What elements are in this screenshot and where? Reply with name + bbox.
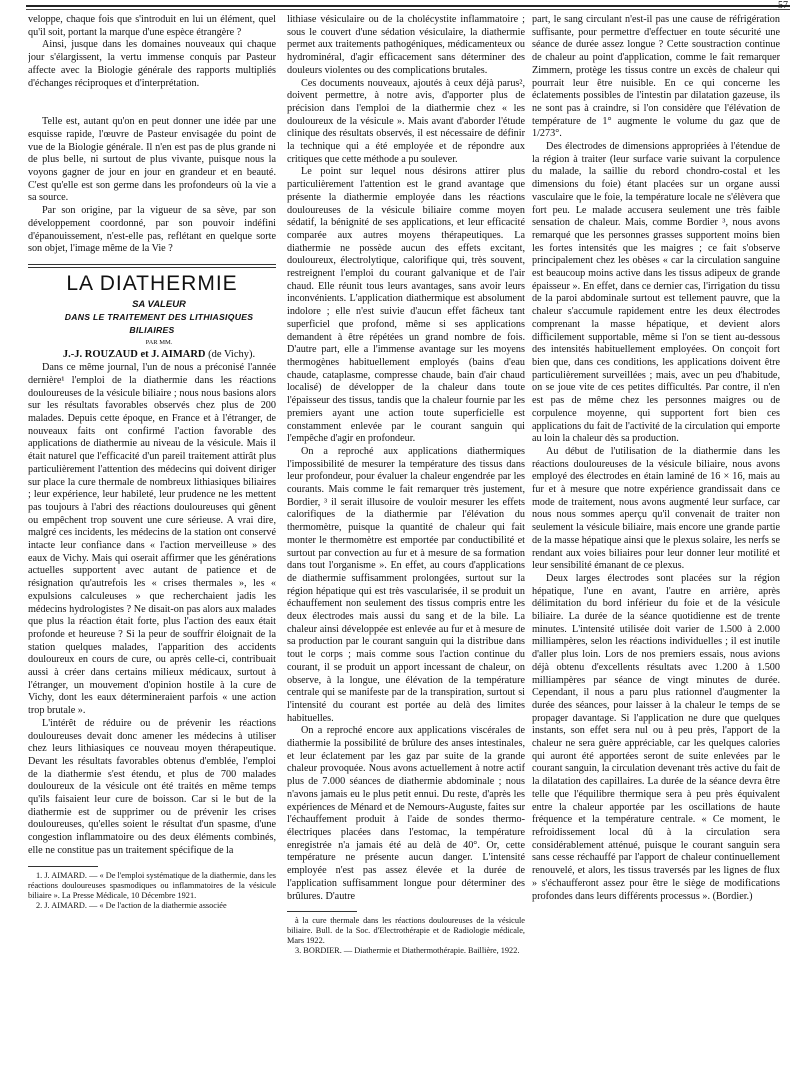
paragraph: Au début de l'utilisation de la diathermie dans les réactions douloureuses de la vésicule biliaire, nous avons employé des électrodes en étain laminé de 16 × 16, mais au fur et à mesure que notre expérience grandissait dans ce mode de traitement, nous avons augmenté leur surface, car nous nous sommes aperçu qu'il convenait de traiter non seulement la vésicule biliaire, mais encore une grande partie de la masse hépatique ainsi que le plexus solaire, les nerfs se rendant aux voies biliaires pour leur donner leur motilité et leur sensibilité émanant de ce plexus. — [532, 445, 780, 572]
footnotes — [28, 871, 276, 911]
byline-par: PAR MM. — [145, 338, 173, 346]
footnote-rule — [287, 911, 357, 912]
footnote-rule — [28, 866, 98, 867]
paragraph: Telle est, autant qu'on en peut donner une idée par une esquisse rapide, l'œuvre de Pasteur envisagée du point de vue de la Biologie générale. Il n'en est pas de plus grande ni de plus belle, ni surtout de plus vivante, puisque nous la voyons gagner de jour en jour en grandeur et en beauté. C'est qu'elle est son germe dans les profondeurs où la vie a sa source. — [28, 116, 276, 204]
footnote: à la cure thermale dans les réactions douloureuses de la vésicule biliaire. Bull. de la Soc. d'Electrothérapie et de Radiologie médicale, Mars 1922. — [287, 916, 525, 946]
paragraph: lithiase vésiculaire ou de la cholécystite inflammatoire ; sous le couvert d'une sédation vésiculaire, la diathermie permet aux traitements pathogéniques, médicamenteux ou hydrominéral, d'agir efficacement sans déterminer des douleurs violentes ou des complications brutales. — [287, 14, 525, 76]
paragraph: Par son origine, par la vigueur de sa sève, par son développement coordonné, par son pouvoir indéfini d'épanouissement, n'est-elle pas, reflétant en quelque sorte son objet, l'image même de la Vie ? — [28, 205, 276, 255]
author-names: J.-J. ROUZAUD et J. AIMARD — [62, 349, 206, 361]
paragraph: Des électrodes de dimensions appropriées à l'étendue de la région à traiter (leur surface varie suivant la corpulence du malade, la saillie du rebord chondro-costal et les dimensions du foie) étant placées sur un organe aussi vasculaire que le foie, la température locale ne s'élèvera que fort peu. Le malade accusera seulement une très faible sensation de chaleur. Mais, comme Bordier ³, nous avons remarqué que les personnes grasses supportent moins bien les fortes intensités que les maigres ; ce fait s'observe principalement chez les obèses « car la circulation sanguine est beaucoup moins active dans les tissus adipeux de grande épaisseur ». En effet, dans ce dernier cas, l'irrigation du tissu de la paroi abdominale surtout est tellement pauvre, que la chaleur s'accumule rapidement entre les deux électrodes comprenant la masse hépatique, et devient alors difficilement supportable, même si l'on se tient au-dessous des intensités habituellement employées. On conçoit fort bien que, dans ces conditions, les applications doivent être particulièrement surveillées ; mais, avec un peu d'habitude, on se joue vite de ces petites difficultés. Par contre, il n'en est pas de même chez les personnes maigres ou de corpulence moyenne, qui supportent fort bien ces applications du fait de l'activité de la circulation qui emporte au loin la chaleur dès sa production. — [532, 141, 780, 445]
footnote: 3. BORDIER. — Diathermie et Diathermothérapie. Baillière, 1922. — [295, 946, 520, 956]
article-subtitle: SA VALEUR — [132, 298, 186, 310]
page-number: 57 — [778, 0, 788, 11]
footnotes — [287, 916, 525, 956]
section-divider — [28, 264, 276, 265]
paragraph: On a reproché encore aux applications viscérales de diathermie la possibilité de brûlure des anses intestinales, et leur éclatement par les gaz par suite de la grande chaleur provoquée. Nous avons actuellement à notre actif plus de 7.000 séances de diathermie abdominale ; nous n'avons jamais eu le plus petit ennui. Du reste, d'après les expériences de Ménard et de Nemours-Auguste, faites sur l'échauffement produit à l'aide de sondes thermo-électriques placées dans l'estomac, la température enregistrée n'a jamais été au delà de 40°. Or, cette température ne présente aucun danger. L'intensité employée n'est pas assez élevée et la durée de l'application suffisamment longue pour déterminer des brûlures. D'autre — [287, 725, 525, 902]
paragraph: veloppe, chaque fois que s'introduit en lui un élément, quel qu'il soit, portant la marque d'une espèce étrangère ? — [28, 14, 276, 38]
footnote: 2. J. AIMARD. — « De l'action de la diathermie associée — [36, 900, 227, 910]
authors — [28, 349, 276, 362]
article-title: LA DIATHERMIE — [66, 271, 238, 295]
paragraph: Le point sur lequel nous désirons attirer plus particulièrement l'attention est le grand avantage que présente la diathermie employée dans les réactions douloureuses de la vésicule biliaire comme moyen sédatif, la bénignité de ses applications, et leur efficacité comparée aux autres moyens thérapeutiques. La diathermie ne possède aucun des effets excitant, douloureux, électrolytique, calorifique qui, très souvent, restreignent l'emploi du courant galvanique et de l'air chaud. Elle réunit tous leurs avantages, sans avoir leurs inconvénients. L'application diathermique est absolument indolore ; elle n'est suivie d'aucun effet fâcheux tant superficiel que profond, même si ses applications demandent à être répétées un grand nombre de fois. D'autre part, elle a l'immense avantage sur les moyens thermogènes habituellement employés (bains d'eau chaude, cataplasme, compresse chaude, bain d'air chaud localisé) de développer de la chaleur dans toute l'épaisseur des tissus, tandis que la chaleur fournie par les premiers ayant une action toute superficielle est constamment enlevée par le courant sanguin qui l'empêche d'agir en profondeur. — [287, 166, 525, 445]
header-rule-thin — [26, 9, 790, 10]
paragraph: Dans ce même journal, l'un de nous a préconisé l'année dernière¹ l'emploi de la diathermie dans les réactions douloureuses de la vésicule biliaire ; nous nous basions alors sur les résultats favorables observés chez plus de 200 malades. Depuis cette époque, en France et à l'étranger, de nouveaux faits ont confirmé l'action favorable des applications de diathermie au niveau de la vésicule. Mais il était naturel que l'efficacité d'un pareil traitement attirât plus particulièrement l'attention des médecins qui doivent diriger sur place la cure thermale de nombreux lithiasiques biliaires ; leur expérience, leur habileté, leur prudence ne les mettent pas toujours à l'abri des réactions douloureuses qui gênent ou empêchent trop souvent une cure sérieuse. A vrai dire, malgré ces incidents, les médecins de la station ont conservé intacte leur confiance dans « l'action merveilleuse » des eaux de Vichy. Mais qui oserait affirmer que les générations actuelles supportent avec autant de patience et de résignation qu'autrefois les « crises thermales », les « expulsions calculeuses » que recherchaient jadis les médecins hydrologistes ? Ne disait-on pas alors aux malades que plus la réaction était forte, plus l'action des eaux était profonde et heureuse ? Si la peur de souffrir éloignait de la station quelques malades, l'apparition des accidents douloureux en cours de cure, ou après celle-ci, contribuait aussi à créer dans certains milieux médicaux, surtout à l'étranger, un mouvement d'opinion hostile à la cure de Vichy, dont les eaux détermineraient parfois « une action trop brutale ». — [28, 362, 276, 717]
column-3 — [532, 14, 780, 1074]
paragraph: Ainsi, jusque dans les domaines nouveaux qui chaque jour s'élargissent, la vertu immense conquis par Pasteur affecte avec la Biologie générale des rapports multipliés d'échanges réciproques et d'interprétation. — [28, 39, 276, 89]
author-place: (de Vichy). — [208, 349, 256, 361]
header-rule — [26, 5, 790, 7]
footnote: 1. J. AIMARD. — « De l'emploi systématique de la diathermie, dans les réactions douloureuses spasmodiques ou inflammatoires de la vésicule biliaire ». La Presse Médicale, 10 Décembre 1921. — [28, 870, 276, 900]
paragraph: part, le sang circulant n'est-il pas une cause de réfrigération suffisante, pour permettre d'effectuer en toute sécurité une séance de durée assez longue ? Cette soustraction continue de chaleur au point d'application, comme le fait remarquer Zimmern, protège les tissus contre un excès de chaleur qui pourrait leur être nuisible. En ce qui concerne les éclatements possibles de l'intestin par dilatation gazeuse, ils ne sont pas à craindre, si l'on considère que l'élévation de température de 1° augmente le volume du gaz que de 1/273°. — [532, 14, 780, 140]
article-subtitle-2: DANS LE TRAITEMENT DES LITHIASIQUES BILIAIRES — [64, 312, 254, 336]
column-1 — [28, 14, 276, 1074]
column-2 — [287, 14, 525, 1074]
paragraph: Ces documents nouveaux, ajoutés à ceux déjà parus², doivent permettre, à notre avis, d'apporter plus de précision dans l'emploi de la diathermie chez « les douloureux de la vésicule ». Mais avant d'aborder l'étude clinique des résultats observés, il est nécessaire de définir la technique qui a été employée et de répondre aux critiques que cette méthode a pu soulever. — [287, 77, 525, 165]
paragraph: On a reproché aux applications diathermiques l'impossibilité de mesurer la température des tissus dans leur profondeur, pour évaluer la chaleur engendrée par les courants. Mais comme le fait remarquer très justement, Bordier, ³ il serait illusoire de vouloir mesurer les effets calorifiques de la diathermie par l'élévation du thermomètre, puisque la quantité de chaleur qui fait monter le thermomètre est emportée par conductibilité et surtout par convection au fur et à mesure de sa formation dans tout l'organisme ». En effet, au cours d'applications de diathermie suffisamment prolongées, surtout sur la région hépatique qui est très vascularisée, il se produit un échauffement non seulement des tissus compris entre les deux électrodes mais aussi du sang et de la bile. La chaleur ainsi développée est enlevée au fur et à mesure de sa production par le courant sanguin qui la distribue dans tout le corps ; mais comme sous l'action continue du courant, il se produit un apport incessant de chaleur, on observe, à la longue, une élévation de la température centrale qui se manifeste par de la transpiration, surtout si l'intensité du courant est portée au delà des limites habituelles. — [287, 445, 525, 724]
paragraph: L'intérêt de réduire ou de prévenir les réactions douloureuses devait donc amener les médecins à utiliser chez leurs lithiasiques ce nouveau moyen thérapeutique. Devant les résultats favorables obtenus d'emblée, l'emploi de la diathermie s'est étendu, et plus de 700 malades douloureux de la vésicule ont été traités en même temps qu'ils faisaient leur cure de boisson. Car si le but de la diathermie est de supprimer ou de prévenir les crises douloureuses, qu'elles soient le résultat d'un spasme, d'une congestion inflammatoire ou des deux éléments combinés, elle ne constitue pas un traitement spécifique de la — [28, 717, 276, 856]
section-divider-2 — [28, 267, 276, 268]
paragraph: Deux larges électrodes sont placées sur la région hépatique, l'une en avant, l'autre en arrière, après délimitation du bord inférieur du foie et de la vésicule biliaire. La durée de la séance quotidienne est de trente minutes. L'intensité utilisée doit varier de 1.500 à 2.000 milliampères, selon les réactions individuelles ; il est inutile d'aller plus loin. Lors de nos premiers essais, nous avions déjà obtenu d'excellents résultats avec 1.200 à 1.500 milliampères par séance de vingt minutes de durée. Cependant, il nous a paru plus rationnel d'augmenter la durée des séances, pour laisser à la chaleur le temps de se propager davantage. Si l'application ne dure que quelques instants, son effet sera nul ou à peu près, l'apport de la chaleur ne sera guère appréciable, car les quelques calories qui auront été apportées seront de suite enlevées par le courant sanguin, la circulation devenant très active du fait de la dilatation des capillaires. La durée de la séance devra être telle que l'équilibre thermique sera à peu près équivalent entre la chaleur apportée par les oscillations de haute fréquence et la température centrale. « Ce moment, le refroidissement local dû à la circulation sera considérablement atténué, puisque le courant sanguin sera sans cesse réchauffé par l'apport de chaleur continuellement renouvelé, et alors, les tissus traversés par les lignes de flux » s'échaufferont assez pour être le siège de modifications profondes dans leurs différents processus ». (Bordier.) — [532, 572, 780, 902]
